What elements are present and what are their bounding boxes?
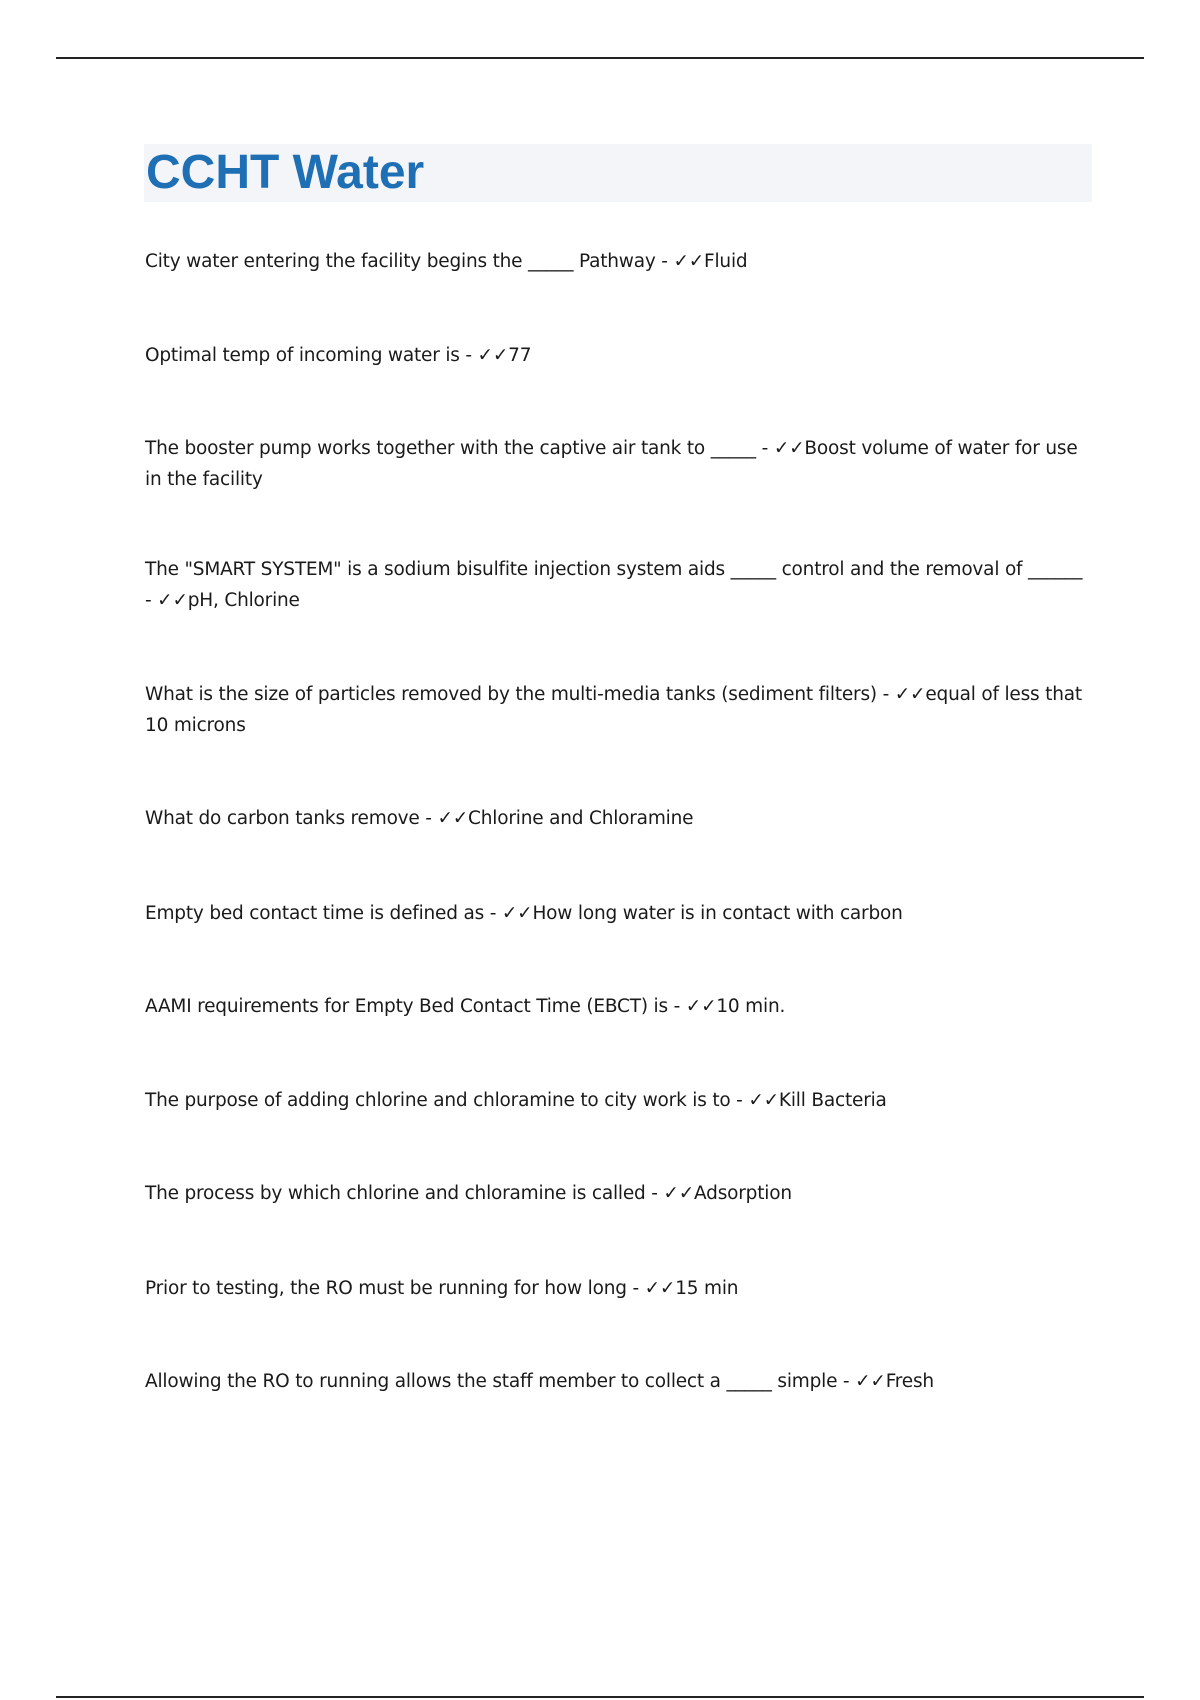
top-rule xyxy=(56,57,1144,59)
bottom-rule xyxy=(56,1696,1144,1698)
qa-item: Empty bed contact time is defined as - ✓✓How long water is in contact with carbon xyxy=(145,903,903,924)
qa-item: What do carbon tanks remove - ✓✓Chlorine and Chloramine xyxy=(145,808,694,829)
qa-item: Optimal temp of incoming water is - ✓✓77 xyxy=(145,345,532,366)
qa-item: What is the size of particles removed by the multi-media tanks (sediment filters) - ✓✓equal of less that 10 microns xyxy=(145,684,1082,736)
qa-item: The process by which chlorine and chloramine is called - ✓✓Adsorption xyxy=(145,1183,792,1204)
qa-item: The "SMART SYSTEM" is a sodium bisulfite injection system aids _____ control and the removal of ______ - ✓✓pH, Chlorine xyxy=(145,559,1083,611)
qa-item: The booster pump works together with the captive air tank to _____ - ✓✓Boost volume of water for use in the facility xyxy=(145,438,1078,490)
qa-item: City water entering the facility begins the _____ Pathway - ✓✓Fluid xyxy=(145,251,748,272)
qa-item: The purpose of adding chlorine and chloramine to city work is to - ✓✓Kill Bacteria xyxy=(145,1090,887,1111)
qa-item: Prior to testing, the RO must be running for how long - ✓✓15 min xyxy=(145,1278,739,1299)
document-title: CCHT Water xyxy=(146,146,425,199)
qa-item: AAMI requirements for Empty Bed Contact Time (EBCT) is - ✓✓10 min. xyxy=(145,996,786,1017)
qa-item: Allowing the RO to running allows the staff member to collect a _____ simple - ✓✓Fresh xyxy=(145,1371,934,1392)
